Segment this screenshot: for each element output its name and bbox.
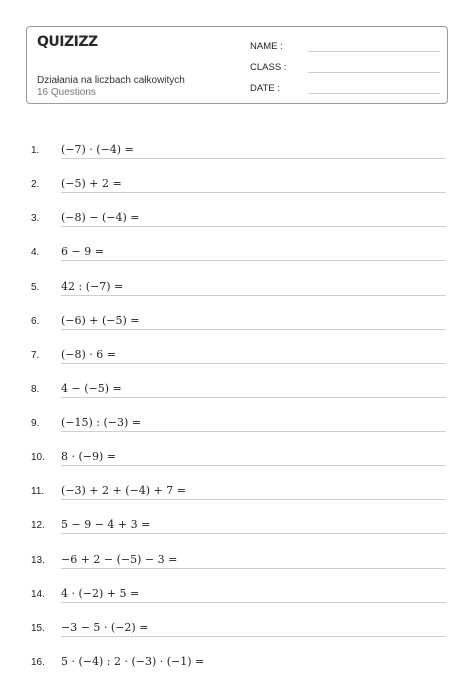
question-item [0, 348, 474, 368]
question-text: (−8) · 6 = [61, 348, 116, 361]
question-item [0, 245, 474, 265]
question-text: (−8) − (−4) = [61, 211, 140, 224]
question-text: −3 − 5 · (−2) = [61, 621, 149, 634]
answer-line [61, 636, 446, 637]
answer-line [61, 397, 446, 398]
question-text: 6 − 9 = [61, 245, 104, 258]
answer-line [61, 363, 446, 364]
answer-line [61, 533, 446, 534]
question-number: 16. [31, 657, 45, 668]
question-count: 16 Questions [37, 87, 96, 98]
question-item [0, 280, 474, 300]
question-item [0, 143, 474, 163]
question-text: 4 − (−5) = [61, 382, 122, 395]
date-line [308, 93, 440, 94]
question-number: 10. [31, 452, 45, 463]
question-text: (−6) + (−5) = [61, 314, 140, 327]
date-field [250, 82, 440, 94]
question-number: 1. [31, 145, 40, 156]
worksheet-header [26, 26, 448, 104]
answer-line [61, 295, 446, 296]
question-item [0, 382, 474, 402]
question-text: 8 · (−9) = [61, 450, 116, 463]
name-line [308, 51, 440, 52]
question-item [0, 553, 474, 573]
question-text: (−5) + 2 = [61, 177, 122, 190]
answer-line [61, 226, 446, 227]
question-text: 5 · (−4) : 2 · (−3) · (−1) = [61, 655, 205, 668]
question-number: 8. [31, 384, 40, 395]
class-line [308, 72, 440, 73]
answer-line [61, 465, 446, 466]
name-field [250, 40, 440, 52]
date-label: DATE : [250, 83, 280, 94]
question-number: 6. [31, 316, 40, 327]
answer-line [61, 192, 446, 193]
answer-line [61, 602, 446, 603]
question-number: 7. [31, 350, 40, 361]
answer-line [61, 329, 446, 330]
question-item [0, 621, 474, 641]
question-number: 13. [31, 555, 45, 566]
question-item [0, 484, 474, 504]
question-number: 12. [31, 520, 45, 531]
question-text: (−7) · (−4) = [61, 143, 134, 156]
question-number: 4. [31, 247, 40, 258]
question-item [0, 416, 474, 436]
question-number: 5. [31, 282, 40, 293]
question-text: (−3) + 2 + (−4) + 7 = [61, 484, 186, 497]
question-text: 4 · (−2) + 5 = [61, 587, 140, 600]
answer-line [61, 499, 446, 500]
class-field [250, 61, 440, 73]
quizizz-logo: QUIZIZZ [37, 34, 98, 50]
question-number: 15. [31, 623, 45, 634]
answer-line [61, 431, 446, 432]
question-number: 11. [31, 486, 45, 497]
question-number: 14. [31, 589, 45, 600]
question-item [0, 587, 474, 607]
question-text: 5 − 9 − 4 + 3 = [61, 518, 151, 531]
class-label: CLASS : [250, 62, 287, 73]
question-item [0, 314, 474, 334]
question-item [0, 655, 474, 675]
question-number: 2. [31, 179, 40, 190]
answer-line [61, 260, 446, 261]
question-item [0, 518, 474, 538]
question-text: −6 + 2 − (−5) − 3 = [61, 553, 178, 566]
worksheet-title: Działania na liczbach całkowitych [37, 75, 185, 86]
question-item [0, 211, 474, 231]
question-text: 42 : (−7) = [61, 280, 124, 293]
name-label: NAME : [250, 41, 283, 52]
question-item [0, 177, 474, 197]
question-number: 3. [31, 213, 40, 224]
question-item [0, 450, 474, 470]
question-text: (−15) : (−3) = [61, 416, 142, 429]
question-number: 9. [31, 418, 40, 429]
answer-line [61, 568, 446, 569]
answer-line [61, 158, 446, 159]
